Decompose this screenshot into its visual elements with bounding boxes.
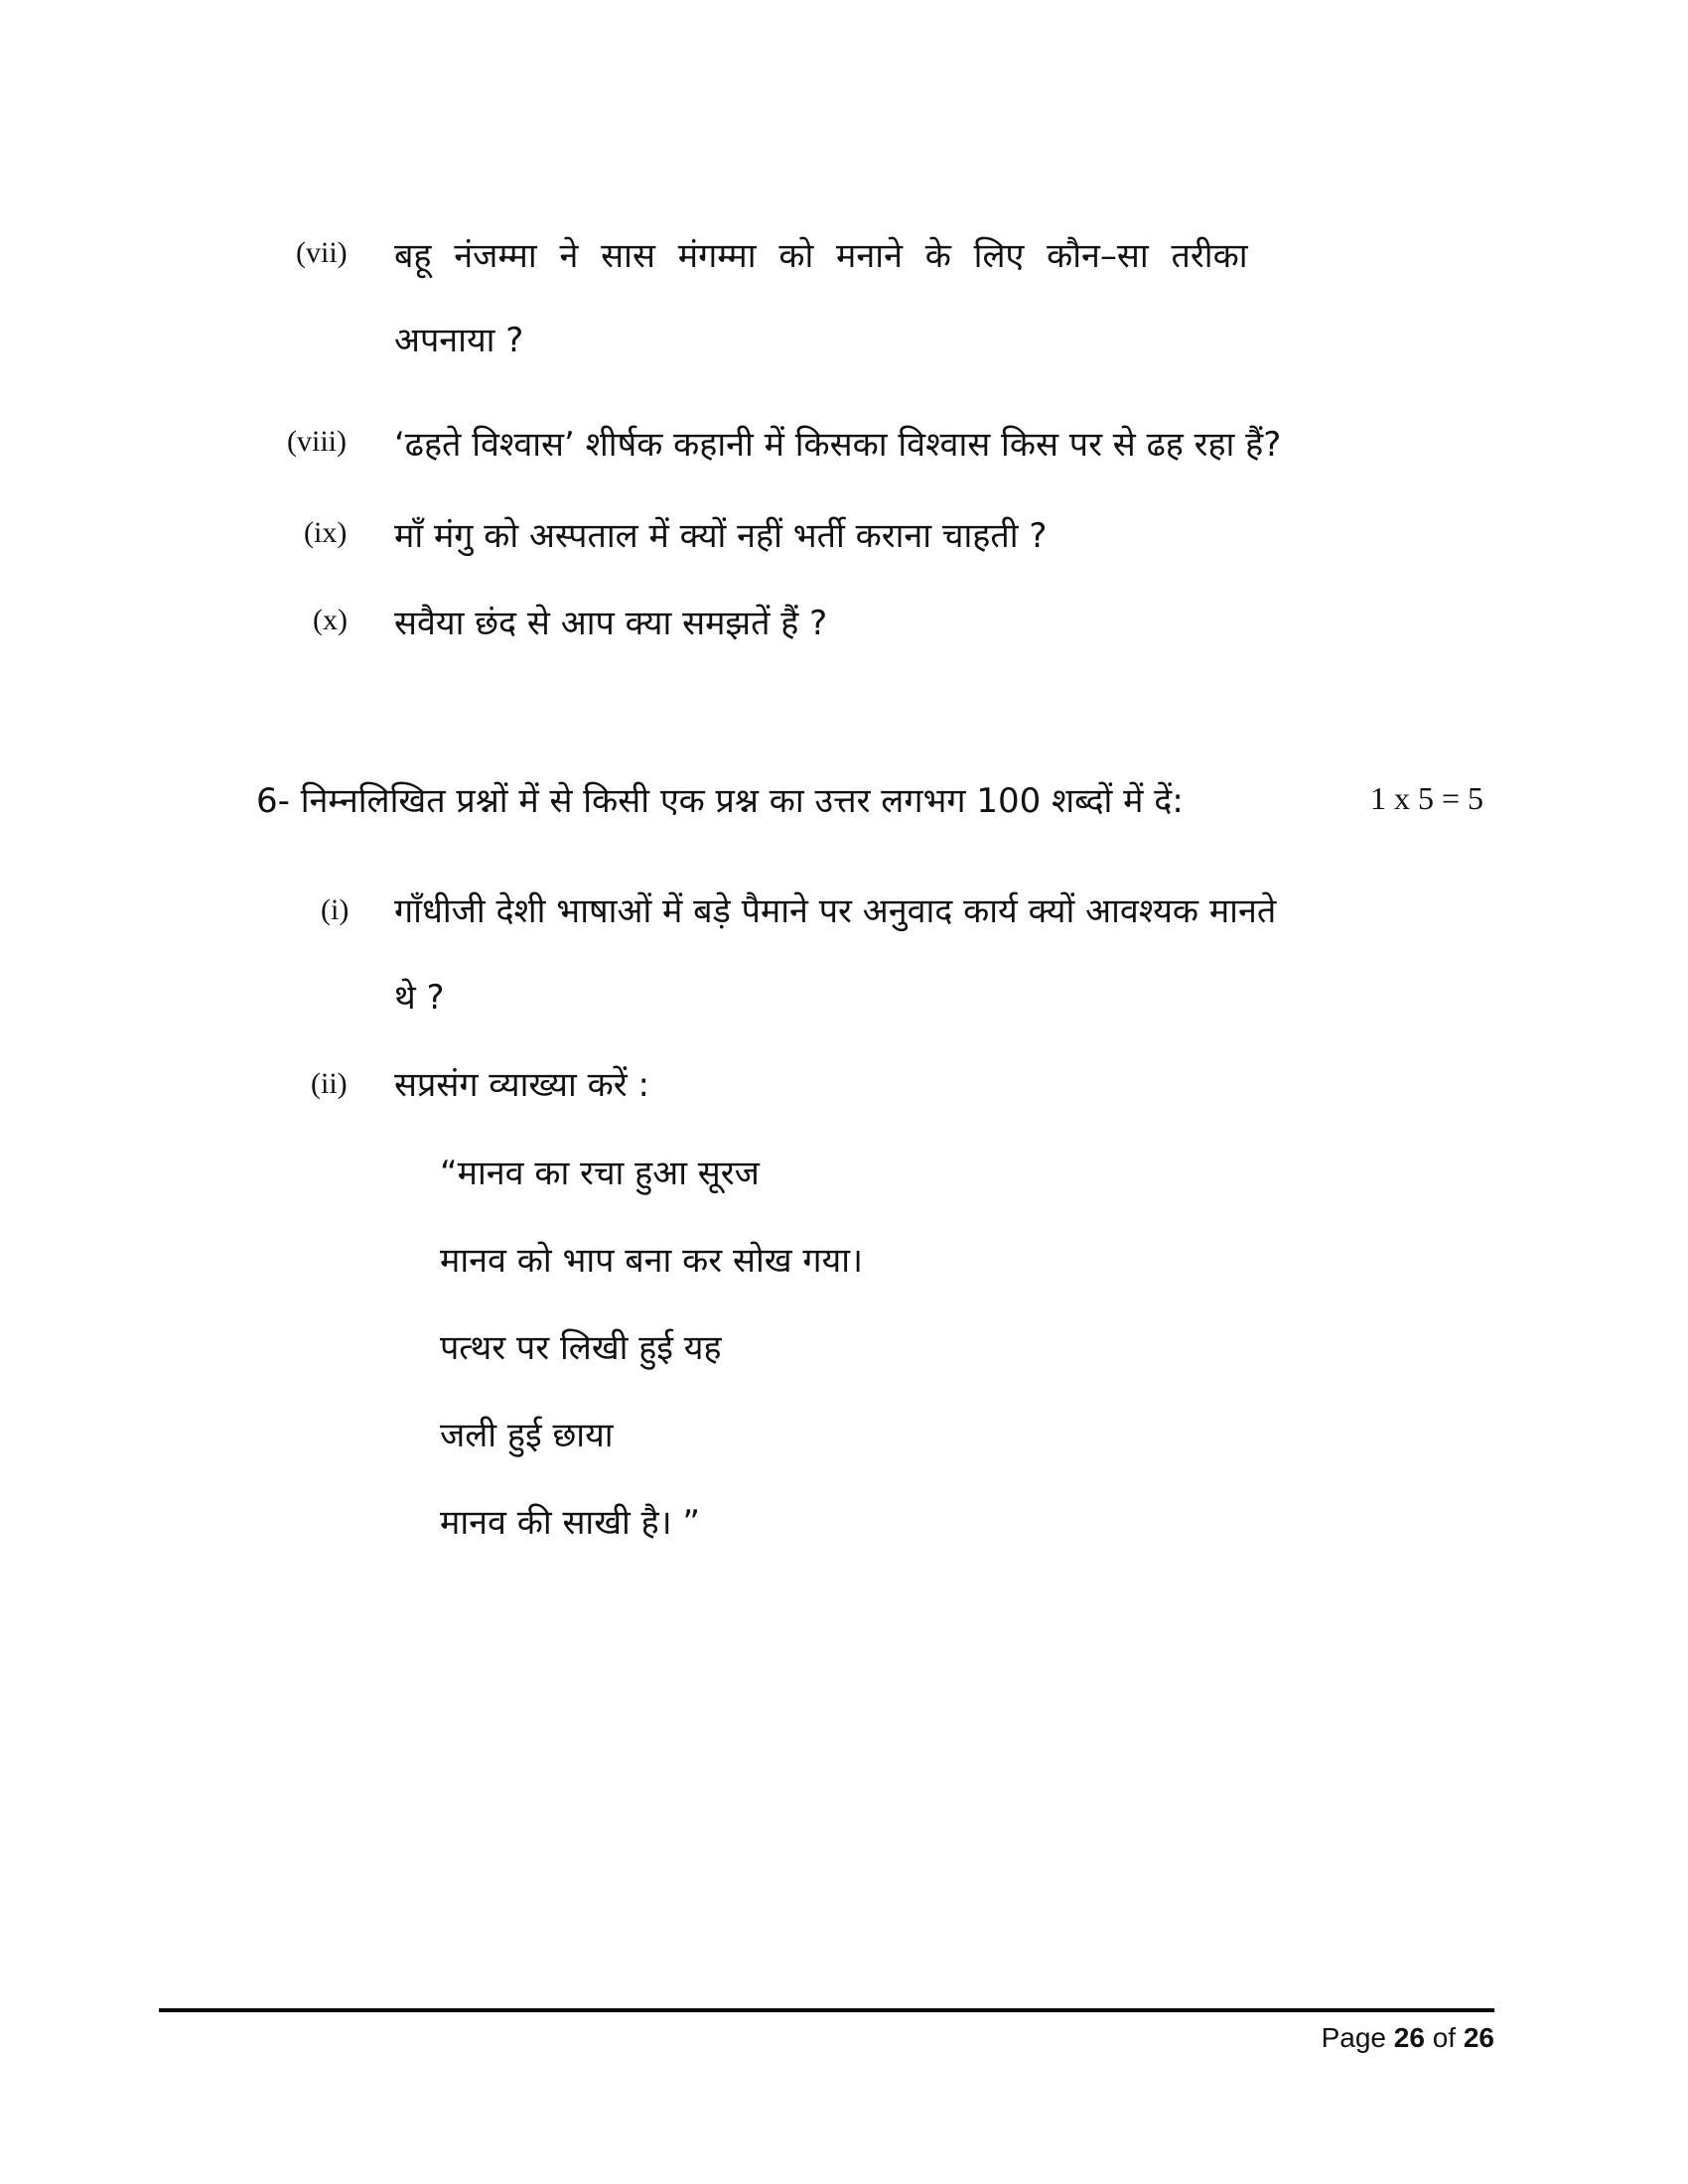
question-number-x: (x) [313, 604, 348, 636]
poem-line-4: जली हुई छाया [440, 1416, 614, 1455]
poem-line-3: पत्थर पर लिखी हुई यह [440, 1328, 722, 1368]
question-x-text: सवैया छंद से आप क्या समझतें हैं ? [394, 604, 828, 643]
question-number-viii: (viii) [287, 425, 347, 458]
poem-line-1: “मानव का रचा हुआ सूरज [440, 1154, 760, 1193]
question-i-text: गाँधीजी देशी भाषाओं में बड़े पैमाने पर अनुवाद कार्य क्यों आवश्यक मानते [394, 891, 1277, 931]
poem-line-5: मानव की साखी है। ” [440, 1503, 701, 1543]
footer-divider [159, 2008, 1494, 2012]
question-vii-text: बहू नंजम्मा ने सास मंगम्मा को मनाने के लिए कौन–सा तरीका [394, 236, 1248, 276]
poem-line-2: मानव को भाप बना कर सोख गया। [440, 1241, 863, 1281]
total-pages: 26 [1463, 2022, 1494, 2053]
question-number-i: (i) [321, 893, 350, 926]
current-page: 26 [1393, 2022, 1425, 2053]
section-6-marks: 1 x 5 = 5 [1370, 780, 1484, 816]
question-ix-text: माँ मंगु को अस्पताल में क्यों नहीं भर्ती कराना चाहती ? [394, 516, 1048, 556]
question-i-text-cont: थे ? [394, 978, 445, 1018]
question-vii-text-cont: अपनाया ? [394, 321, 524, 360]
section-6-heading: 6- निम्नलिखित प्रश्नों में से किसी एक प्रश्न का उत्तर लगभग 100 शब्दों में दें: [256, 781, 1184, 821]
question-number-vii: (vii) [296, 236, 348, 269]
question-ii-text: सप्रसंग व्याख्या करें : [394, 1065, 649, 1105]
page-of-label: of [1424, 2022, 1464, 2053]
page-number [1322, 2022, 1494, 2054]
question-number-ix: (ix) [304, 516, 348, 549]
question-number-ii: (ii) [311, 1067, 348, 1100]
question-viii-text: ‘ढहते विश्वास’ शीर्षक कहानी में किसका विश्वास किस पर से ढह रहा हैं? [394, 425, 1282, 465]
page-label: Page [1321, 2022, 1394, 2053]
